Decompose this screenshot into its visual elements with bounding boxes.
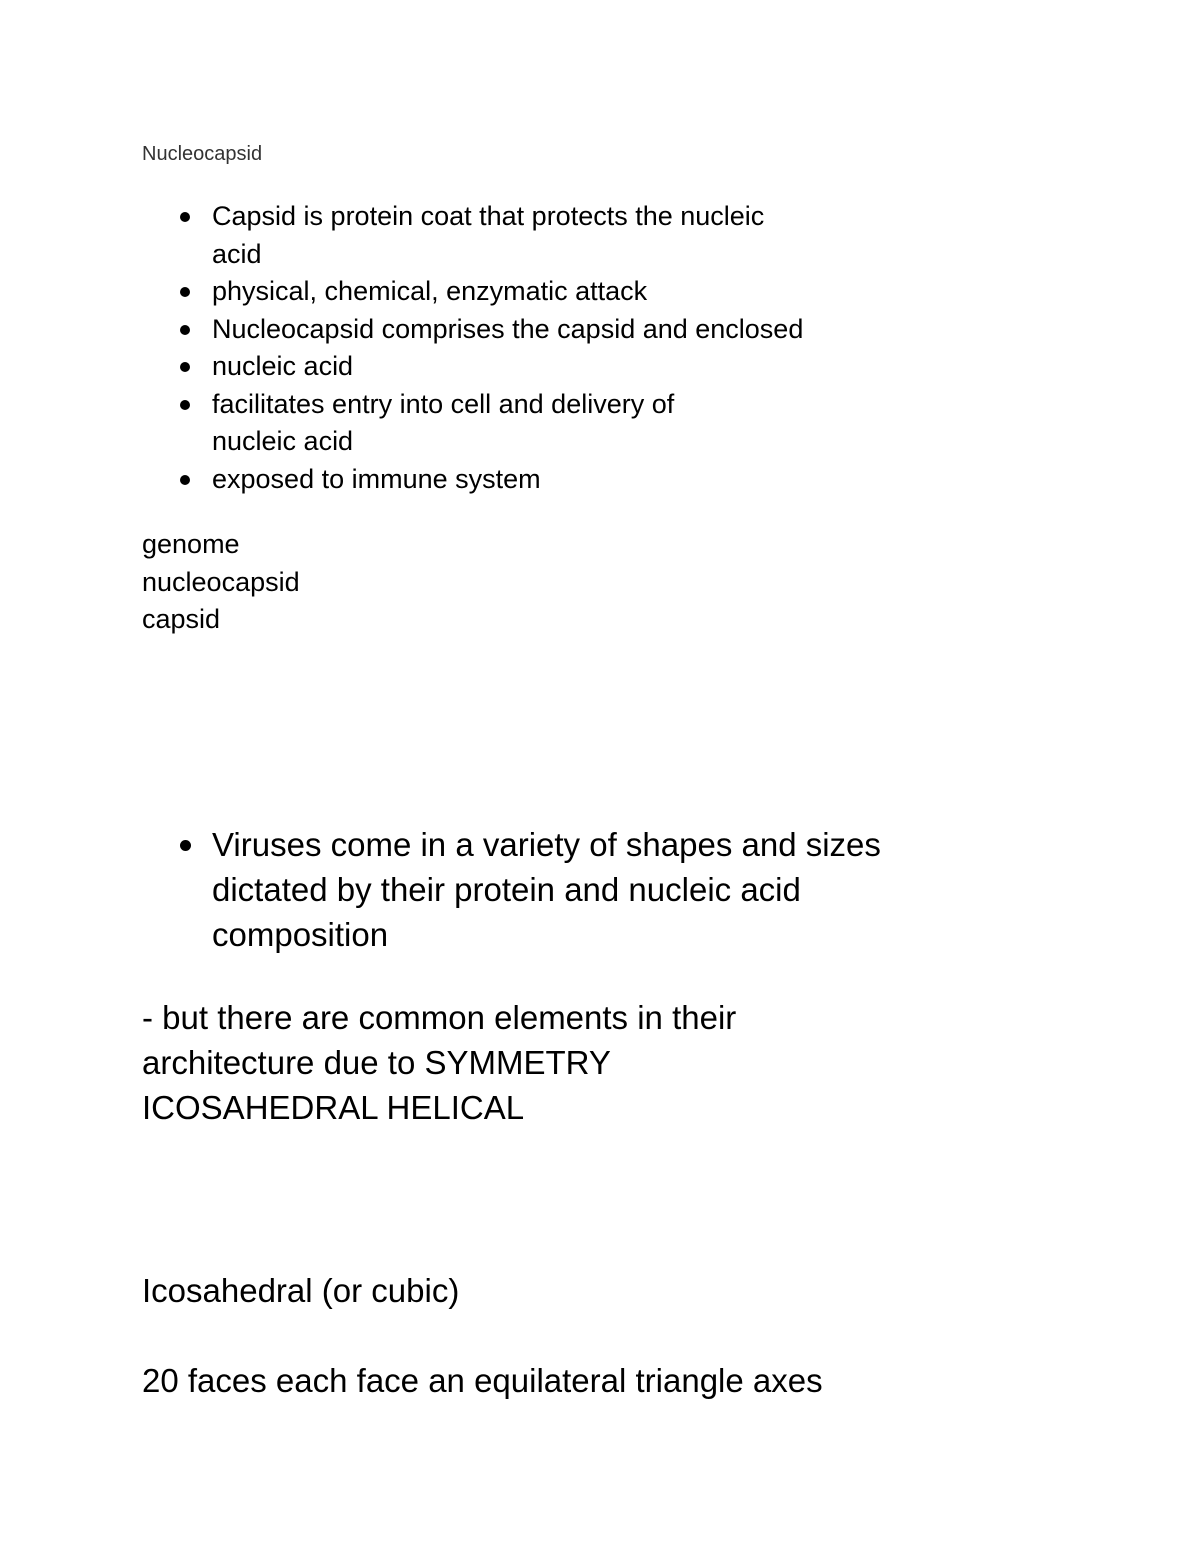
section-heading: Nucleocapsid (142, 143, 263, 165)
list-item-line: facilitates entry into cell and delivery of (212, 388, 675, 419)
faces-paragraph: 20 faces each face an equilateral triangle axes (142, 1362, 823, 1399)
list-item-line: composition (212, 916, 389, 953)
layer-capsid: capsid (142, 604, 221, 634)
list-item-text: Nucleocapsid comprises the capsid and enclosed (212, 313, 804, 344)
virus-shape-bullet-list (142, 822, 962, 957)
virus-layers-text (142, 526, 300, 639)
list-item (142, 273, 902, 311)
paragraph-line: - but there are common elements in their (142, 999, 737, 1036)
list-item-text: nucleic acid (212, 351, 354, 381)
layer-nucleocapsid: nucleocapsid (142, 566, 300, 597)
list-item (142, 386, 902, 461)
bullet-icon (180, 212, 190, 222)
list-item-line: Capsid is protein coat that protects the nucleic (212, 201, 765, 231)
bullet-icon (180, 325, 190, 335)
layer-genome: genome (142, 529, 240, 559)
list-item-text: exposed to immune system (212, 463, 541, 494)
list-item-line: nucleic acid (212, 426, 354, 456)
list-item (142, 311, 902, 349)
paragraph-line: architecture due to SYMMETRY (142, 1044, 611, 1081)
list-item (142, 348, 902, 386)
bullet-icon (180, 475, 190, 485)
symmetry-paragraph (142, 995, 736, 1130)
bullet-icon (180, 840, 191, 851)
list-item-text: physical, chemical, enzymatic attack (212, 276, 648, 306)
bullet-icon (180, 287, 190, 297)
bullet-icon (180, 400, 190, 410)
list-item-line: dictated by their protein and nucleic acid (212, 871, 801, 908)
nucleocapsid-bullet-list (142, 198, 902, 498)
list-item (142, 822, 962, 957)
list-item (142, 461, 902, 499)
list-item-line: Viruses come in a variety of shapes and sizes (212, 826, 881, 863)
paragraph-line: ICOSAHEDRAL HELICAL (142, 1089, 525, 1126)
list-item (142, 198, 902, 273)
bullet-icon (180, 362, 190, 372)
list-item-line: acid (212, 238, 262, 269)
icosahedral-heading: Icosahedral (or cubic) (142, 1272, 460, 1309)
